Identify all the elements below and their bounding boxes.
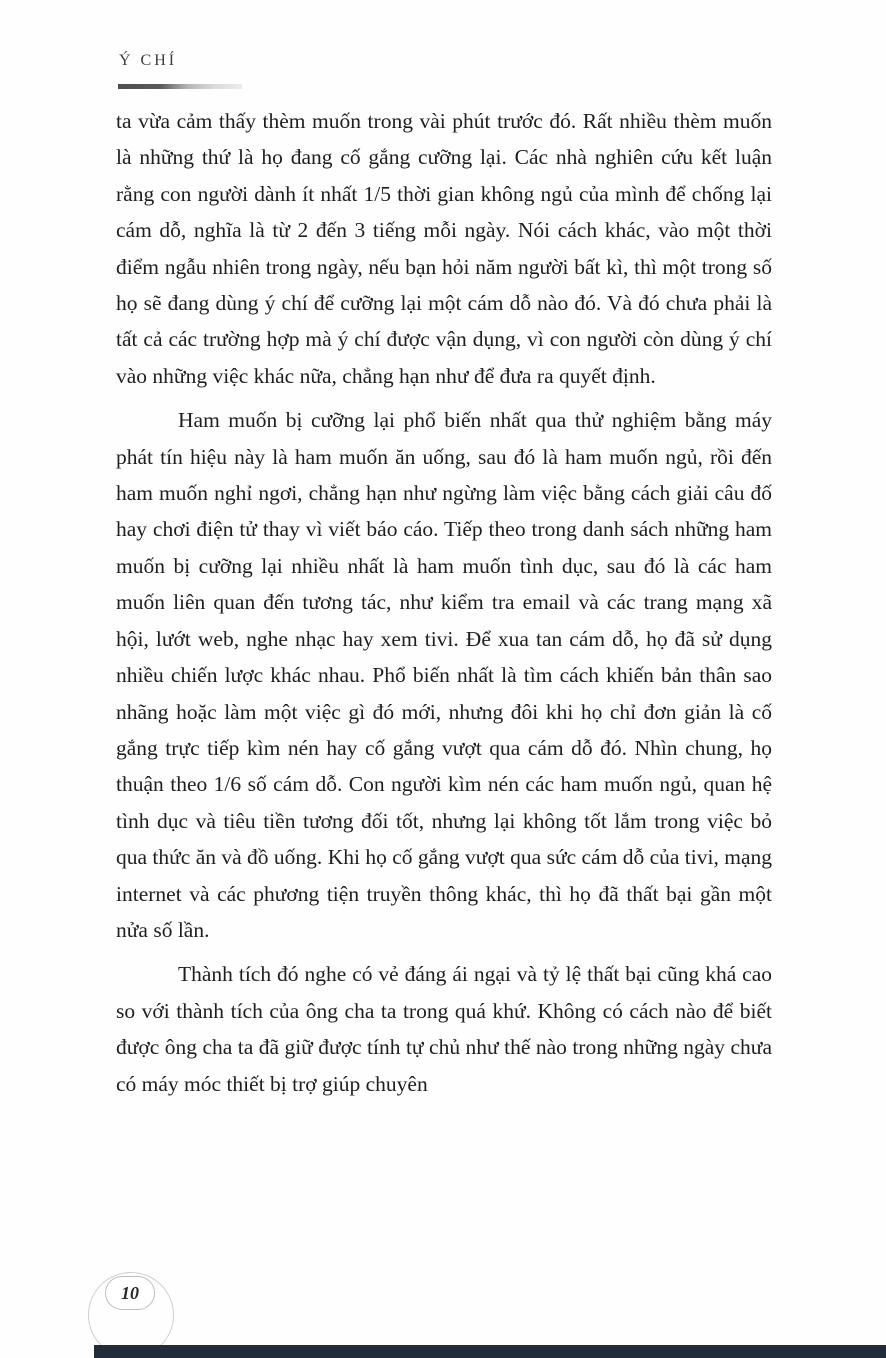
page-number-badge bbox=[105, 1276, 155, 1310]
running-head: Ý CHÍ bbox=[119, 52, 178, 69]
body-text bbox=[116, 103, 772, 1102]
header-rule bbox=[118, 84, 242, 89]
paragraph-1: ta vừa cảm thấy thèm muốn trong vài phút trước đó. Rất nhiều thèm muốn là những thứ là họ đang cố gắng cưỡng lại. Các nhà nghiên cứu kết luận rằng con người dành ít nhất 1/5 thời gian không ngủ của mình để chống lại cám dỗ, nghĩa là từ 2 đến 3 tiếng mỗi ngày. Nói cách khác, vào một thời điểm ngẫu nhiên trong ngày, nếu bạn hỏi năm người bất kì, thì một trong số họ sẽ đang dùng ý chí để cưỡng lại một cám dỗ nào đó. Và đó chưa phải là tất cả các trường hợp mà ý chí được vận dụng, vì con người còn dùng ý chí vào những việc khác nữa, chẳng hạn như để đưa ra quyết định. bbox=[116, 109, 772, 388]
page-number: 10 bbox=[121, 1282, 139, 1303]
paragraph-2: Ham muốn bị cưỡng lại phổ biến nhất qua thử nghiệm bằng máy phát tín hiệu này là ham muốn ăn uống, sau đó là ham muốn ngủ, rồi đến ham muốn nghỉ ngơi, chẳng hạn như ngừng làm việc bằng cách giải câu đố hay chơi điện tử thay vì viết báo cáo. Tiếp theo trong danh sách những ham muốn bị cưỡng lại nhiều nhất là ham muốn tình dục, sau đó là các ham muốn liên quan đến tương tác, như kiểm tra email và các trang mạng xã hội, lướt web, nghe nhạc hay xem tivi. Để xua tan cám dỗ, họ đã sử dụng nhiều chiến lược khác nhau. Phổ biến nhất là tìm cách khiến bản thân sao nhãng hoặc làm một việc gì đó mới, nhưng đôi khi họ chỉ đơn giản là cố gắng trực tiếp kìm nén hay cố gắng vượt qua cám dỗ đó. Nhìn chung, họ thuận theo 1/6 số cám dỗ. Con người kìm nén các ham muốn ngủ, quan hệ tình dục và tiêu tiền tương đối tốt, nhưng lại không tốt lắm trong việc bỏ qua thức ăn và đồ uống. Khi họ cố gắng vượt qua sức cám dỗ của tivi, mạng internet và các phương tiện truyền thông khác, thì họ đã thất bại gần một nửa số lần. bbox=[116, 408, 772, 942]
bottom-accent-bar bbox=[94, 1345, 886, 1358]
paragraph-3: Thành tích đó nghe có vẻ đáng ái ngại và tỷ lệ thất bại cũng khá cao so với thành tích của ông cha ta trong quá khứ. Không có cách nào để biết được ông cha ta đã giữ được tính tự chủ như thế nào trong những ngày chưa có máy móc thiết bị trợ giúp chuyên bbox=[116, 962, 772, 1096]
